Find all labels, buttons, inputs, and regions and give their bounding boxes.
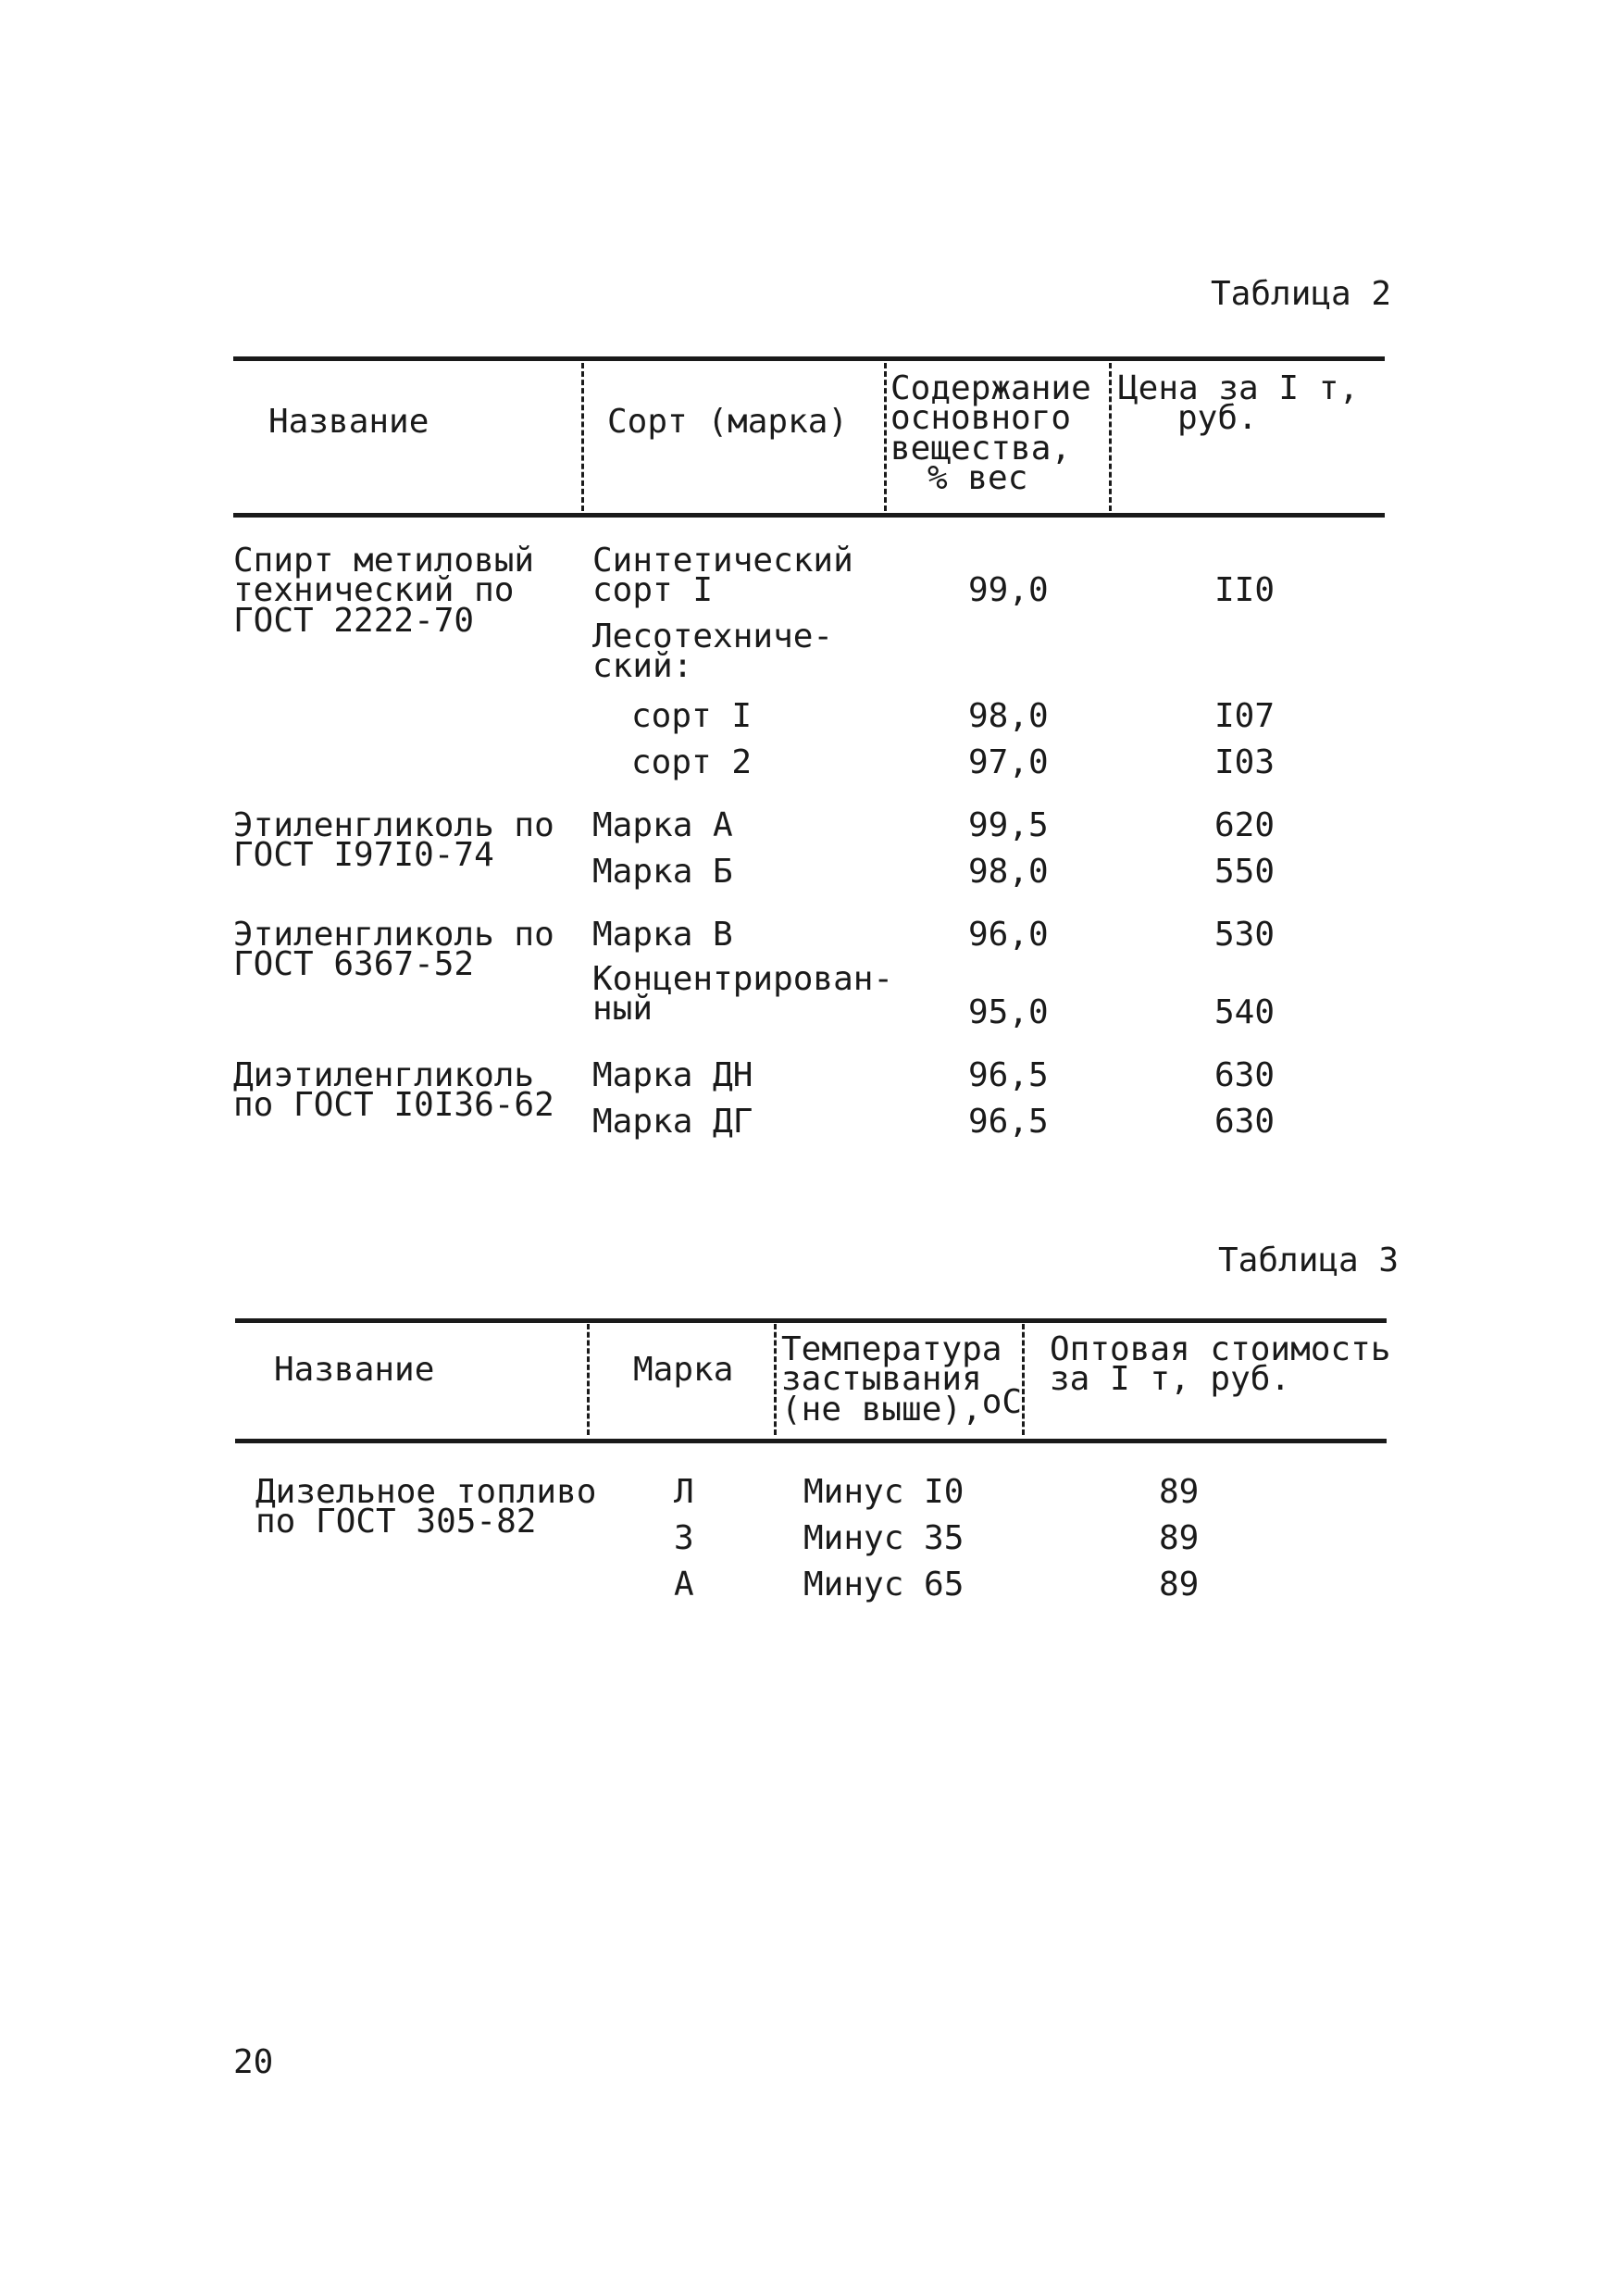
table3-header-cost (1050, 1330, 1391, 1399)
table2-row-name-line: ГОСТ 6367-52 (233, 945, 475, 984)
table3-header-temp-unit: оС (981, 1382, 1023, 1421)
table2-row-name (233, 916, 554, 984)
table3-row-cost: 89 (1159, 1566, 1200, 1603)
table2-row-grade-line: ный (592, 990, 653, 1029)
table2-row-content: 96,5 (968, 1103, 1049, 1141)
table3-header-temp-line: застывания (781, 1360, 982, 1399)
table2-row-grade-line: ский: (592, 647, 693, 686)
table2-row-name-line: ГОСТ 2222-70 (233, 601, 475, 640)
table2-header-content-line: % вес (927, 459, 1028, 498)
table2-row-price: 540 (1214, 993, 1276, 1031)
page-number: 20 (233, 2043, 274, 2081)
table2-row-price: 620 (1214, 806, 1276, 844)
table2-row-grade (592, 542, 853, 610)
table2-col-divider-1 (581, 363, 584, 511)
table2-row-price: 630 (1214, 1103, 1276, 1141)
table3-header-cost-line: Оптовая стоимость (1050, 1330, 1391, 1368)
table2-header-price-line: Цена за I т, (1118, 369, 1360, 407)
table3-caption: Таблица 3 (1218, 1242, 1400, 1279)
table3-row-name (255, 1473, 597, 1541)
table2-top-rule (233, 356, 1385, 361)
table2-row-content: 95,0 (968, 993, 1049, 1031)
table3-row-name-line: по ГОСТ 305-82 (255, 1503, 537, 1541)
table2-row-name (233, 542, 535, 640)
table3-header-cost-line: за I т, руб. (1050, 1360, 1291, 1399)
table2-row-name-line: Диэтиленгликоль (233, 1056, 535, 1094)
table3-row-cost: 89 (1159, 1519, 1200, 1557)
table2-row-content: 96,0 (968, 916, 1049, 954)
table3-col-divider-1 (587, 1324, 590, 1435)
table3-row-cost: 89 (1159, 1473, 1200, 1511)
table3-row-temp: Минус I0 (803, 1473, 965, 1511)
table2-row-grade: Марка ДН (592, 1056, 753, 1094)
table2-header-content-line: вещества, (890, 429, 1072, 468)
table2-row-content: 99,0 (968, 571, 1049, 609)
table2-row-name-line: Этиленгликоль по (233, 916, 554, 954)
table2-row-grade: Марка Б (592, 853, 733, 891)
table2-row-content: 97,0 (968, 743, 1049, 781)
table2-row-grade-line: сорт I (592, 571, 714, 610)
table2-header-grade: Сорт (марка) (607, 403, 849, 441)
table3-header-rule (235, 1439, 1387, 1443)
table3-header-name: Название (274, 1351, 435, 1389)
table3-header-temp-limit: (не выше), (781, 1390, 982, 1429)
table3-row-name-line: Дизельное топливо (255, 1473, 597, 1511)
table2-row-price: II0 (1214, 571, 1276, 609)
table3-header-mark: Марка (633, 1351, 734, 1389)
table2-row-content: 96,5 (968, 1056, 1049, 1094)
table2-row-name (233, 806, 554, 875)
table2-row-grade: сорт I (631, 697, 753, 735)
table2-row-content: 99,5 (968, 806, 1049, 844)
table3-row-temp: Минус 65 (803, 1566, 965, 1603)
table2-row-price: 550 (1214, 853, 1276, 891)
table3-col-divider-2 (774, 1324, 777, 1435)
table2-header-content-line: Содержание (890, 369, 1091, 407)
table3-header-temp (781, 1330, 1023, 1429)
table2-row-grade-line: Синтетический (592, 542, 853, 580)
table3-col-divider-3 (1022, 1324, 1025, 1435)
table3-top-rule (235, 1318, 1387, 1323)
table3-header-temp-line (781, 1382, 1023, 1429)
table2-col-divider-3 (1109, 363, 1112, 511)
table2-row-price: 530 (1214, 916, 1276, 954)
table3-row-mark: З (674, 1519, 694, 1557)
table2-row-name-line: Этиленгликоль по (233, 806, 554, 844)
table2-caption: Таблица 2 (1211, 275, 1392, 313)
table2-row-grade-line: Концентрирован- (592, 960, 894, 998)
table2-row-grade: Марка В (592, 916, 733, 954)
table3-header-temp-line: Температура (781, 1330, 1002, 1368)
table2-row-grade: Марка ДГ (592, 1103, 753, 1141)
table2-row-name-line: по ГОСТ I0I36-62 (233, 1086, 554, 1125)
table2-row-price: 630 (1214, 1056, 1276, 1094)
table2-row-name (233, 1056, 554, 1125)
table2-header-price (1118, 369, 1360, 438)
table2-row-grade: Марка А (592, 806, 733, 844)
table2-header-content (890, 369, 1091, 498)
table3-row-temp: Минус 35 (803, 1519, 965, 1557)
table2-row-grade-line: Лесотехниче- (592, 618, 834, 655)
table2-row-price: I07 (1214, 697, 1276, 735)
table2-row-content: 98,0 (968, 853, 1049, 891)
table3-row-mark: А (674, 1566, 694, 1603)
table2-row-name-line: технический по (233, 571, 515, 610)
table2-row-grade (592, 960, 894, 1029)
table2-header-rule (233, 513, 1385, 518)
table3-row-mark: Л (674, 1473, 694, 1511)
table2-row-content: 98,0 (968, 697, 1049, 735)
table2-row-price: I03 (1214, 743, 1276, 781)
table2-row-grade: сорт 2 (631, 743, 753, 781)
table2-row-grade (592, 618, 834, 686)
table2-row-name-line: Спирт метиловый (233, 542, 535, 580)
table2-col-divider-2 (884, 363, 887, 511)
table2-row-name-line: ГОСТ I97I0-74 (233, 836, 494, 875)
table2-header-name: Название (268, 403, 429, 441)
table2-header-content-line: основного (890, 399, 1072, 438)
table2-header-price-line: руб. (1177, 399, 1258, 438)
